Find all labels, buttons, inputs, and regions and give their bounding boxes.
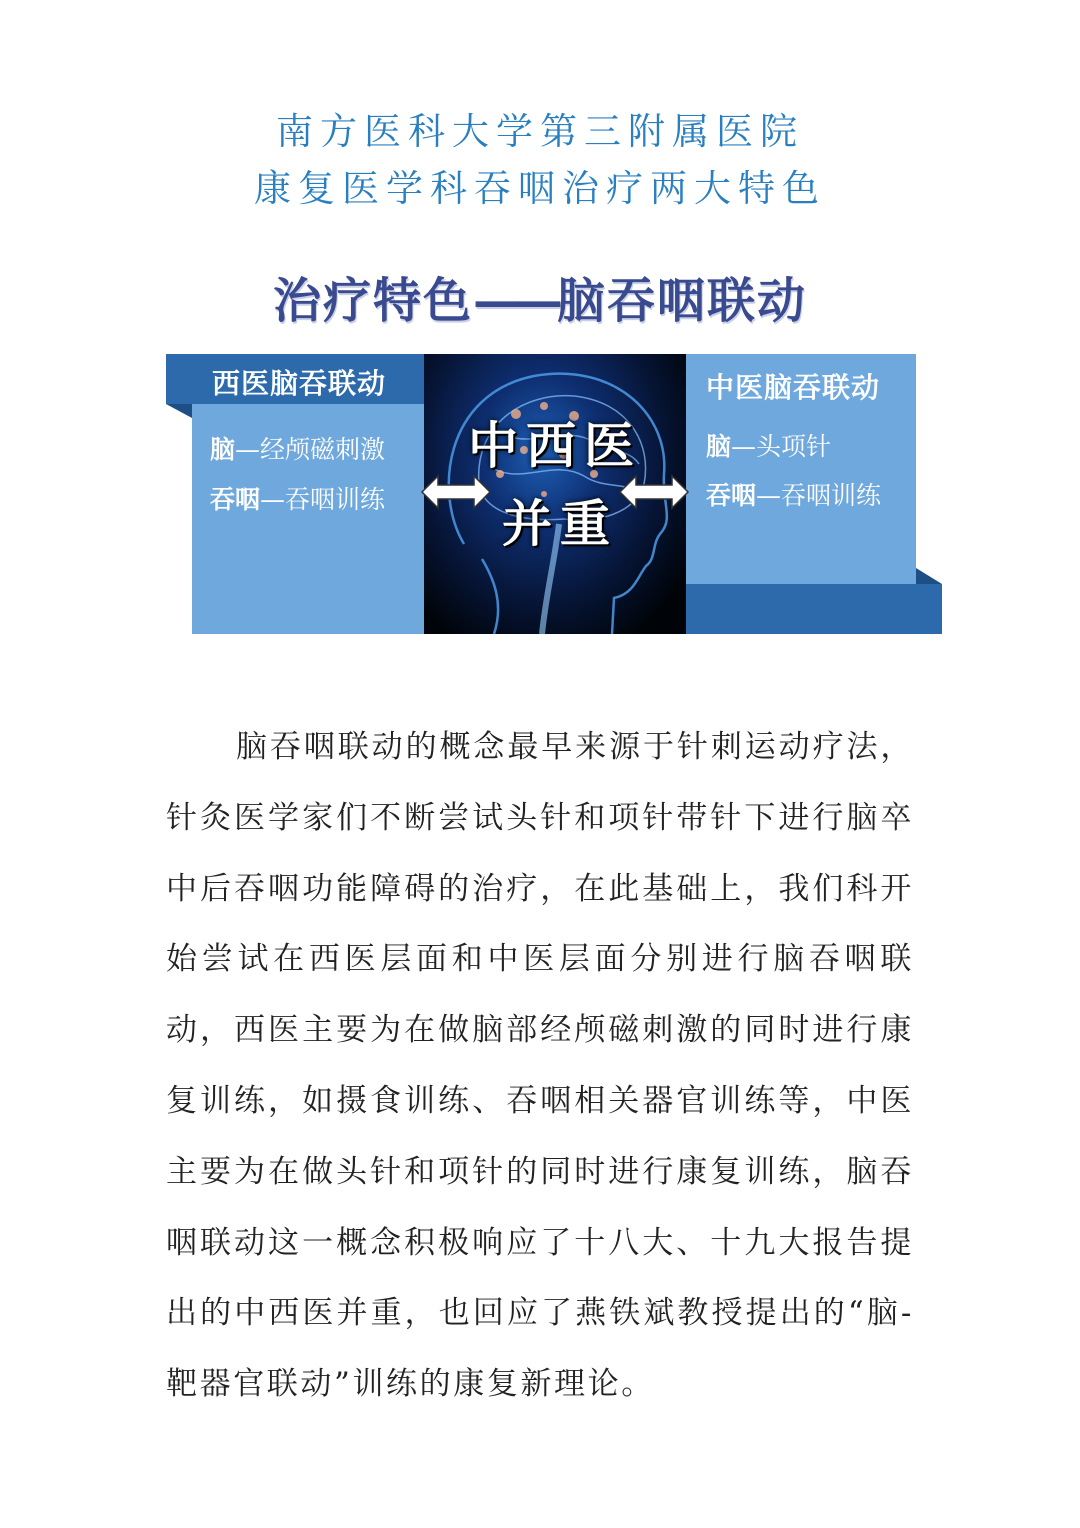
- right-bidirectional-arrow-icon: [618, 472, 690, 512]
- center-caption-line2: 并重: [502, 494, 618, 553]
- left-panel-line2-rest: —吞咽训练: [260, 485, 386, 514]
- left-panel-line1: [210, 430, 385, 466]
- right-panel-line1: [706, 427, 831, 463]
- right-panel-title: 中医脑吞联动: [706, 371, 881, 404]
- diagram-figure: [166, 354, 942, 634]
- left-panel-line1-bold: 脑: [210, 435, 236, 464]
- right-panel-line2: [706, 476, 881, 512]
- banner-heading: [0, 262, 1080, 331]
- banner-heading-dash: ——: [473, 273, 557, 329]
- left-panel-tab-shadow: [166, 404, 192, 418]
- banner-heading-part2: 脑吞咽联动: [557, 273, 808, 329]
- header-title-line1: 南方医科大学第三附属医院: [276, 110, 804, 153]
- right-panel-line2-bold: 吞咽: [706, 481, 757, 510]
- left-panel-title: 西医脑吞联动: [212, 367, 387, 400]
- banner-heading-part1: 治疗特色: [272, 273, 473, 329]
- header-title-line2: 康复医学科吞咽治疗两大特色: [254, 167, 826, 210]
- article-paragraph: 脑吞咽联动的概念最早来源于针刺运动疗法，针灸医学家们不断尝试头针和项针带针下进行脑卒中后吞咽功能障碍的治疗，在此基础上，我们科开始尝试在西医层面和中医层面分别进行脑吞咽联动，西医主要为在做脑部经颅磁刺激的同时进行康复训练，如摄食训练、吞咽相关器官训练等，中医主要为在做头针和项针的同时进行康复训练，脑吞咽联动这一概念积极响应了十八大、十九大报告提出的中西医并重，也回应了燕铁斌教授提出的“脑-靶器官联动”训练的康复新理论。: [166, 729, 914, 1403]
- left-panel-line2-bold: 吞咽: [210, 485, 261, 514]
- left-bidirectional-arrow-icon: [420, 472, 492, 512]
- left-panel-line2: [210, 480, 385, 516]
- right-panel-line2-rest: —吞咽训练: [756, 481, 882, 510]
- right-panel-line1-rest: —头项针: [731, 432, 832, 461]
- right-panel-tab: [642, 584, 942, 634]
- right-panel-line1-bold: 脑: [706, 432, 732, 461]
- left-panel-line1-rest: —经颅磁刺激: [235, 435, 386, 464]
- right-panel-tab-shadow: [916, 568, 942, 584]
- center-caption-line1: 中西医: [468, 416, 642, 475]
